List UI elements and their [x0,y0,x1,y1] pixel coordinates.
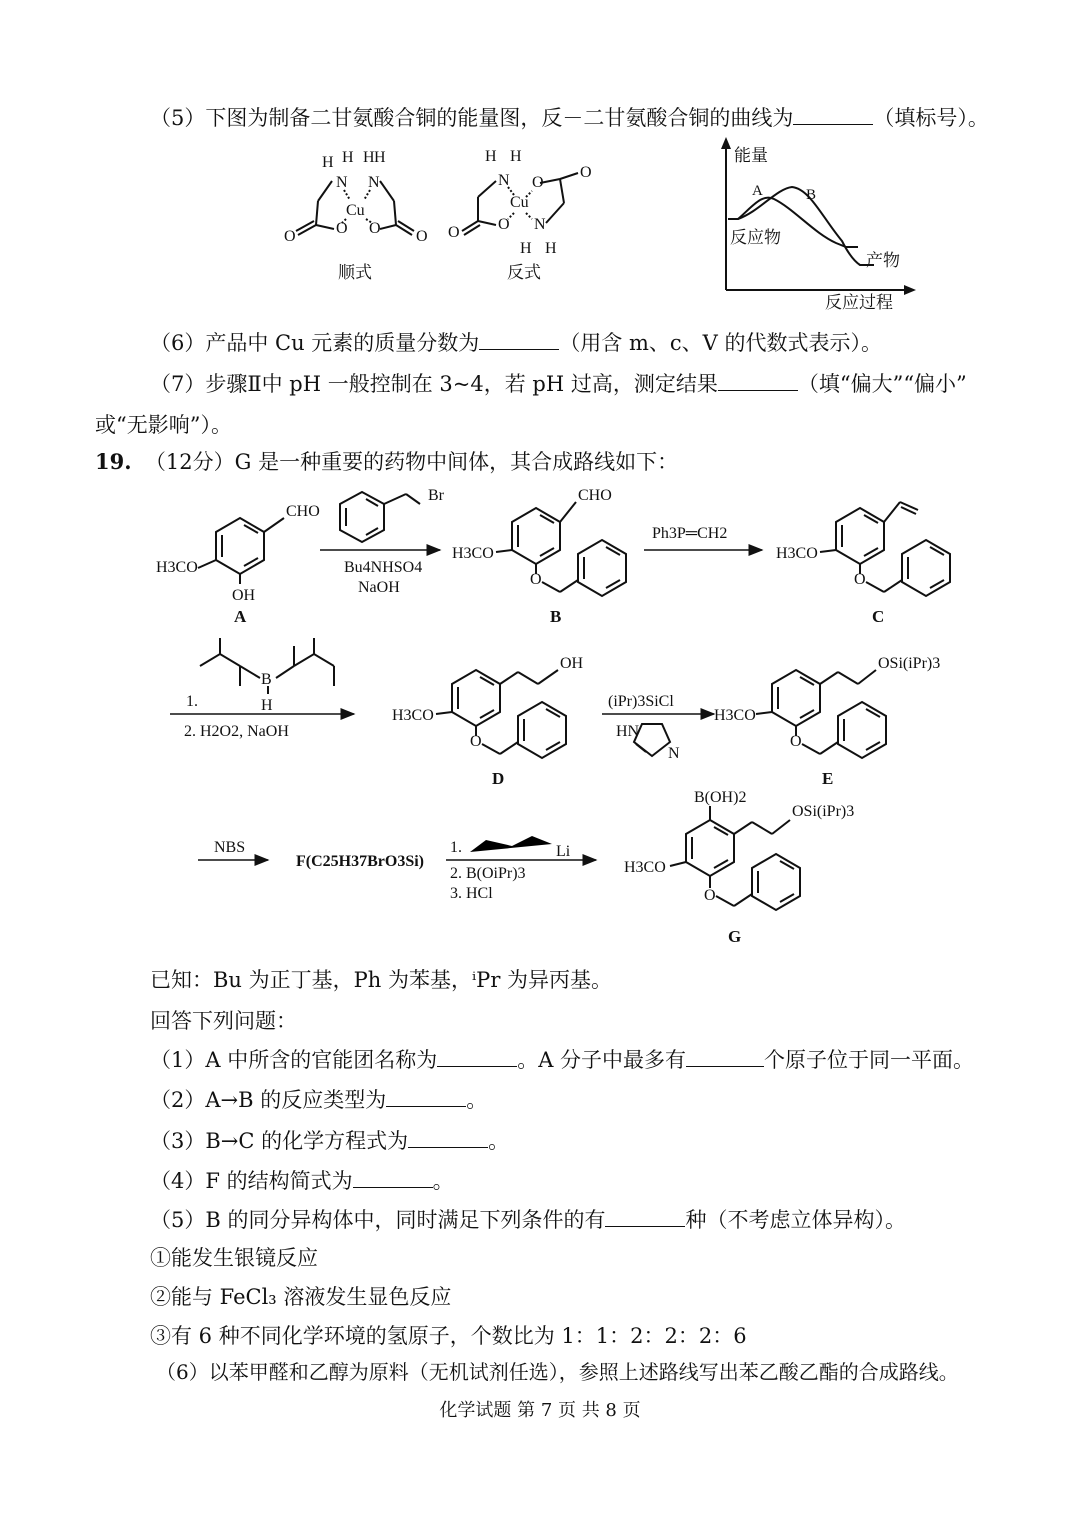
svg-text:O: O [470,733,482,750]
svg-text:O: O [790,733,802,750]
svg-text:H: H [545,240,557,257]
q18-part7-cont: 或“无影响”）。 [95,413,232,437]
svg-text:Ph3P═CH2: Ph3P═CH2 [652,525,728,542]
svg-text:(iPr)3SiCl: (iPr)3SiCl [608,693,674,710]
q19-condition-3: ③有 6 种不同化学环境的氢原子，个数比为 1：1：2：2：2：6 [150,1324,747,1348]
svg-text:H: H [520,240,532,257]
trans-label: 反式 [507,263,541,282]
q18-figure [270,135,930,315]
label-c: C [872,607,885,626]
svg-text:N: N [534,216,546,233]
trans-complex-structure [448,148,592,257]
svg-text:H3CO: H3CO [452,545,494,562]
compound-g [624,789,854,910]
q19-question-6: （6）以苯甲醛和乙醇为原料（无机试剂任选），参照上述路线写出苯乙酸乙酯的合成路线。 [156,1360,959,1384]
svg-text:Cu: Cu [346,202,365,219]
label-a: A [234,607,247,626]
svg-text:H3CO: H3CO [156,559,198,576]
reagent-benzyl-bromide [340,487,445,542]
svg-text:N: N [498,172,510,189]
label-e: E [822,769,834,788]
compound-a [156,503,320,604]
q19-question-1: （1）A 中所含的官能团名称为 。A 分子中最多有 个原子位于同一平面。 [150,1048,975,1072]
energy-diagram [721,137,916,312]
q19-condition-2: ②能与 FeCl₃ 溶液发生显色反应 [150,1285,452,1309]
answer-blank[interactable] [686,1046,764,1067]
svg-text:O: O [532,174,544,191]
q19-known: 已知：Bu 为正丁基，Ph 为苯基，ⁱPr 为异丙基。 [150,968,613,992]
svg-text:CHO: CHO [286,503,320,520]
svg-text:O: O [448,224,460,241]
svg-text:B(OH)2: B(OH)2 [694,789,747,806]
svg-text:Br: Br [428,487,444,504]
answer-blank[interactable] [793,104,873,125]
svg-text:3. HCl: 3. HCl [450,885,493,902]
svg-text:H: H [510,148,522,165]
answer-blank[interactable] [605,1206,685,1227]
svg-text:H: H [261,697,273,714]
svg-text:H3CO: H3CO [776,545,818,562]
q19-answer-heading: 回答下列问题： [150,1009,297,1033]
q19-question-3: （3）B→C 的化学方程式为 。 [150,1129,510,1153]
svg-text:O: O [530,571,542,588]
q19-question-4: （4）F 的结构简式为 。 [150,1169,454,1193]
svg-text:H: H [342,149,354,166]
svg-text:OSi(iPr)3: OSi(iPr)3 [792,803,855,820]
svg-text:O: O [854,571,866,588]
svg-text:CHO: CHO [578,487,612,504]
svg-text:1.: 1. [450,839,462,856]
svg-text:H3CO: H3CO [714,707,756,724]
label-g: G [728,927,742,946]
label-b: B [550,607,562,626]
svg-text:O: O [336,220,348,237]
svg-text:2. H2O2, NaOH: 2. H2O2, NaOH [184,723,289,740]
cis-label: 顺式 [338,263,372,282]
svg-text:OSi(iPr)3: OSi(iPr)3 [878,655,941,672]
svg-text:产物: 产物 [866,251,900,270]
q18-part6: （6）产品中 Cu 元素的质量分数为 （用含 m、c、V 的代数式表示）。 [150,331,883,355]
q18-part5: （5）下图为制备二甘氨酸合铜的能量图，反－二甘氨酸合铜的曲线为 （填标号）。 [150,106,989,130]
answer-blank[interactable] [386,1086,466,1107]
svg-text:O: O [704,887,716,904]
svg-text:NaOH: NaOH [358,579,400,596]
svg-text:OH: OH [560,655,584,672]
q18-part7: （7）步骤Ⅱ中 pH 一般控制在 3~4，若 pH 过高，测定结果 （填“偏大”“偏小” [150,372,967,396]
svg-text:H: H [374,149,386,166]
q19-intro: 19. （12分）G 是一种重要的药物中间体，其合成路线如下： [95,449,679,474]
q19-question-5: （5）B 的同分异构体中，同时满足下列条件的有 种（不考虑立体异构）。 [150,1208,906,1232]
svg-text:H: H [363,149,375,166]
svg-text:N: N [668,745,680,762]
curve-a-label: A [752,183,763,199]
answer-blank[interactable] [408,1127,488,1148]
svg-text:1.: 1. [186,693,198,710]
compound-f-formula: F(C25H37BrO3Si) [296,853,424,870]
reagent-disiamylborane [200,638,334,714]
svg-text:Li: Li [556,843,571,860]
svg-text:H3CO: H3CO [624,859,666,876]
label-d: D [492,769,505,788]
svg-text:反应物: 反应物 [730,228,781,247]
svg-text:Cu: Cu [510,194,529,211]
synthesis-route [140,480,970,950]
svg-text:H3CO: H3CO [392,707,434,724]
svg-text:HN: HN [616,723,640,740]
svg-text:O: O [284,228,296,245]
svg-text:B: B [261,671,272,688]
svg-text:O: O [369,220,381,237]
svg-text:OH: OH [232,587,256,604]
cis-complex-structure [284,149,428,245]
curve-b-label: B [806,187,817,203]
svg-text:N: N [336,174,348,191]
svg-text:O: O [580,164,592,181]
answer-blank[interactable] [718,370,798,391]
compound-e [714,655,940,758]
compound-d [392,655,584,758]
answer-blank[interactable] [353,1167,433,1188]
svg-text:H: H [322,154,334,171]
page-footer: 化学试题 第 7 页 共 8 页 [439,1400,641,1421]
svg-text:O: O [416,228,428,245]
svg-text:反应过程: 反应过程 [825,293,893,312]
svg-text:N: N [368,174,380,191]
svg-text:H: H [485,148,497,165]
answer-blank[interactable] [479,329,559,350]
svg-text:能量: 能量 [734,146,768,165]
butyllithium-chain [470,836,552,852]
svg-text:NBS: NBS [214,839,246,856]
q19-condition-1: ①能发生银镜反应 [150,1246,318,1270]
reagent-imidazole [616,723,680,762]
answer-blank[interactable] [437,1046,517,1067]
compound-b [452,487,626,596]
svg-text:Bu4NHSO4: Bu4NHSO4 [344,559,423,576]
q19-question-2: （2）A→B 的反应类型为 。 [150,1088,488,1112]
compound-c [776,502,950,596]
svg-text:O: O [498,216,510,233]
svg-text:2. B(OiPr)3: 2. B(OiPr)3 [450,865,526,882]
